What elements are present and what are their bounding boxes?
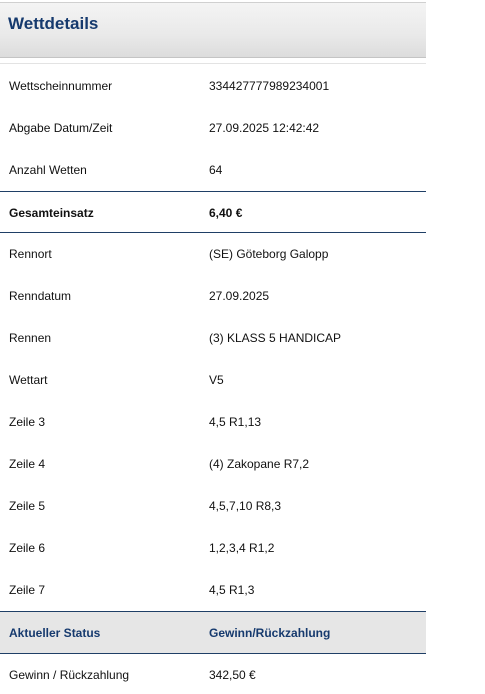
row-race	[0, 317, 426, 359]
row-label: Wettart	[9, 373, 48, 387]
row-label: Zeile 3	[9, 415, 46, 429]
row-line-3	[0, 401, 426, 443]
row-line-4	[0, 443, 426, 485]
row-payout	[0, 654, 426, 694]
row-bet-type	[0, 359, 426, 401]
status-header-row	[0, 611, 426, 654]
row-line-7	[0, 569, 426, 611]
row-label: Wettscheinnummer	[9, 79, 113, 93]
page-title: Wettdetails	[8, 14, 99, 33]
row-total-stake	[0, 191, 426, 233]
row-label: Zeile 4	[9, 457, 46, 471]
row-label: Zeile 6	[9, 541, 46, 555]
row-label: Abgabe Datum/Zeit	[9, 121, 113, 135]
row-ticket-number	[0, 65, 426, 107]
row-value: 64	[209, 163, 223, 177]
row-label: Gesamteinsatz	[9, 206, 94, 220]
row-value: (3) KLASS 5 HANDICAP	[209, 331, 342, 345]
row-line-5	[0, 485, 426, 527]
row-label: Rennen	[9, 331, 52, 345]
row-value: 334427777989234001	[209, 79, 330, 93]
status-label: Aktueller Status	[9, 626, 101, 640]
row-value: 27.09.2025 12:42:42	[209, 121, 320, 135]
row-value: 4,5 R1,13	[209, 415, 262, 429]
row-value: 4,5,7,10 R8,3	[209, 499, 282, 513]
row-label: Rennort	[9, 247, 52, 261]
row-label: Gewinn / Rückzahlung	[9, 668, 130, 682]
details-table	[0, 65, 426, 694]
row-race-date	[0, 275, 426, 317]
row-value: 27.09.2025	[209, 289, 270, 303]
row-bet-count	[0, 149, 426, 191]
header-divider	[0, 60, 426, 64]
row-value: 6,40 €	[209, 206, 243, 220]
row-value: (4) Zakopane R7,2	[209, 457, 310, 471]
row-label: Zeile 7	[9, 583, 46, 597]
row-value: 4,5 R1,3	[209, 583, 255, 597]
row-submit-datetime	[0, 107, 426, 149]
row-label: Renndatum	[9, 289, 72, 303]
row-label: Zeile 5	[9, 499, 46, 513]
row-value: 342,50 €	[209, 668, 256, 682]
row-venue	[0, 233, 426, 275]
row-value: V5	[209, 373, 224, 387]
row-value: 1,2,3,4 R1,2	[209, 541, 275, 555]
status-value: Gewinn/Rückzahlung	[209, 626, 331, 640]
row-line-6	[0, 527, 426, 569]
row-label: Anzahl Wetten	[9, 163, 87, 177]
row-value: (SE) Göteborg Galopp	[209, 247, 329, 261]
panel-header	[0, 2, 426, 58]
